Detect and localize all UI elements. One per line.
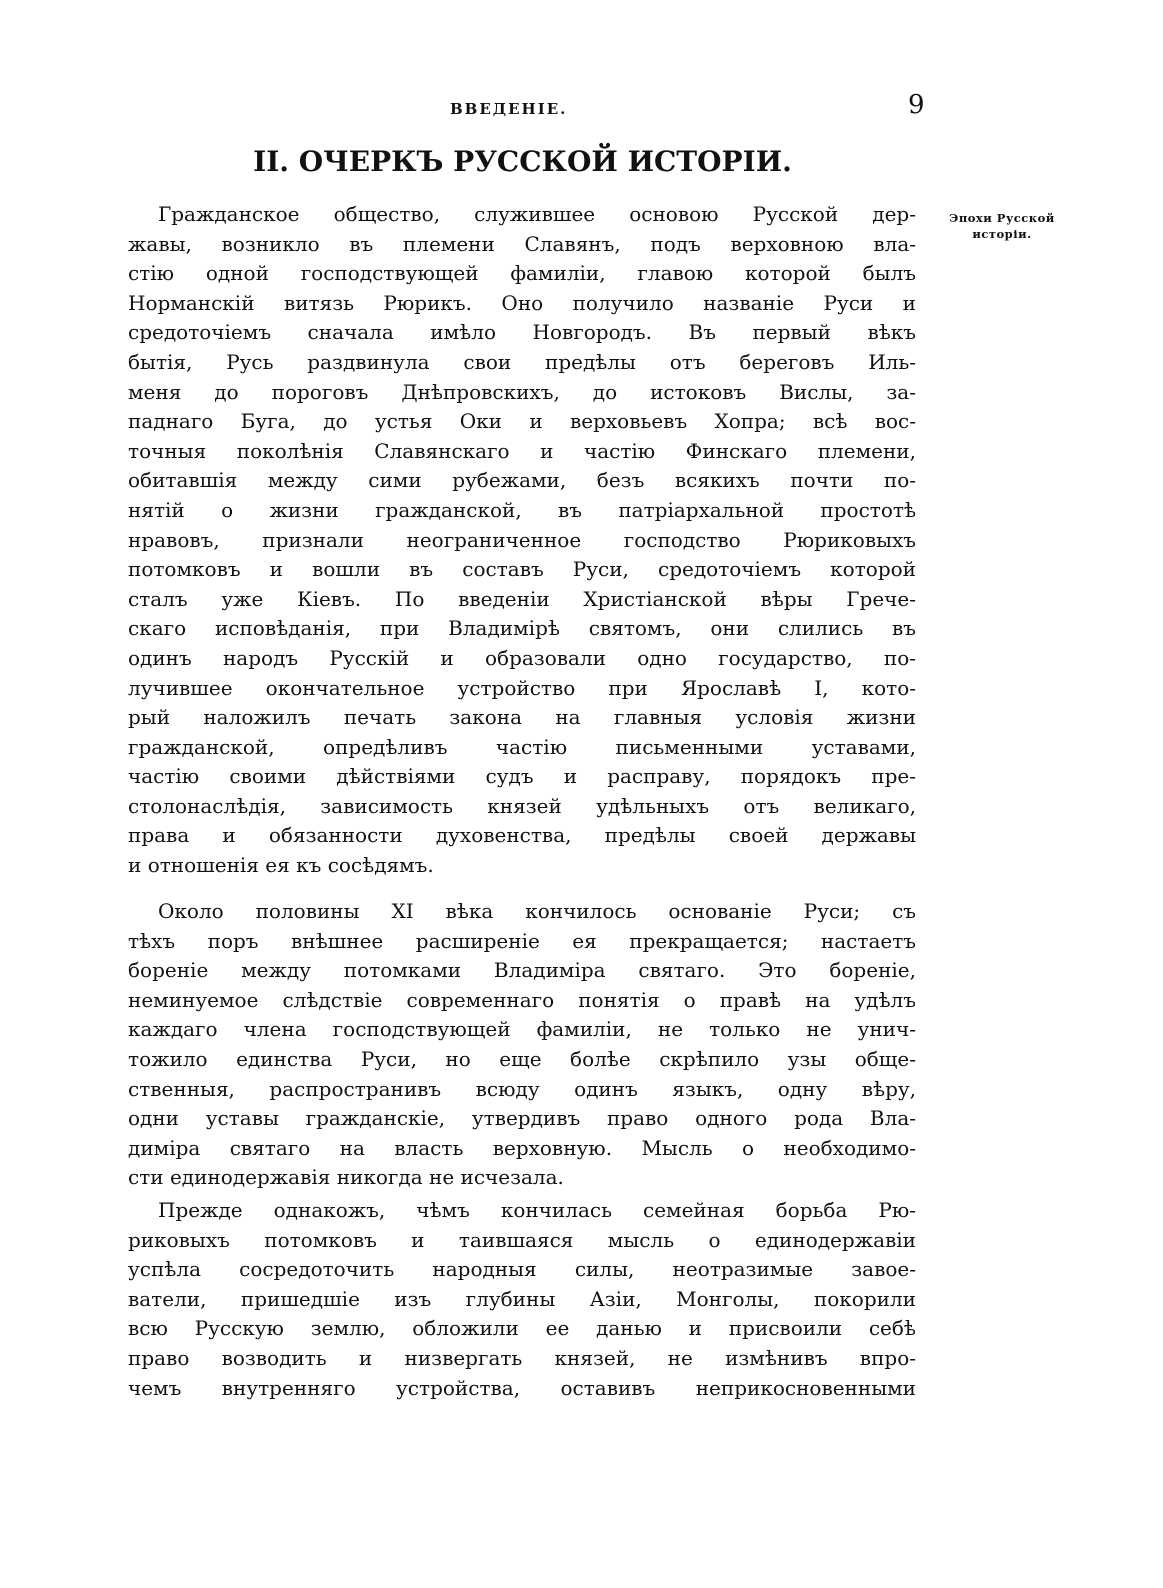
paragraph-1 — [128, 200, 916, 881]
text-line: Норманскій витязь Рюрикъ. Оно получило названіе Руси и — [128, 290, 916, 315]
text-line: ственныя, распространивъ всюду одинъ языкъ, одну вѣру, — [128, 1076, 916, 1101]
margin-note-line: исторіи. — [972, 227, 1032, 241]
text-line: жавы, возникло въ племени Славянъ, подъ верховною вла- — [128, 231, 916, 256]
text-line: потомковъ и вошли въ составъ Руси, средоточіемъ которой — [128, 557, 916, 582]
text-line: Гражданское общество, служившее основою Русской дер- — [158, 202, 916, 226]
text-line: всю Русскую землю, обложили ее данью и присвоили себѣ — [128, 1316, 916, 1341]
text-line: бытія, Русь раздвинула свои предѣлы отъ береговъ Иль- — [128, 349, 916, 374]
text-line: нятій о жизни гражданской, въ патріархальной простотѣ — [128, 497, 916, 522]
text-line: тѣхъ поръ внѣшнее расширеніе ея прекращается; настаетъ — [128, 928, 916, 953]
text-line: Около половины XI вѣка кончилось основаніе Руси; съ — [158, 899, 916, 923]
text-line: чемъ внутренняго устройства, оставивъ неприкосновенными — [128, 1375, 916, 1400]
margin-note-line: Эпохи Русской — [949, 211, 1055, 225]
text-line: нравовъ, признали неограниченное господство Рюриковыхъ — [128, 527, 916, 552]
paragraph-3 — [128, 1196, 916, 1403]
margin-note — [932, 210, 1072, 242]
page-number: 9 — [908, 90, 925, 120]
text-line: средоточіемъ сначала имѣло Новгородъ. Въ первый вѣкъ — [128, 320, 916, 345]
text-line: право возводить и низвергать князей, не измѣнивъ впро- — [128, 1345, 916, 1370]
text-line: ватели, пришедшіе изъ глубины Азіи, Монголы, покорили — [128, 1286, 916, 1311]
text-line: сталъ уже Кіевъ. По введеніи Христіанской вѣры Грече- — [128, 586, 916, 611]
text-line: права и обязанности духовенства, предѣлы своей державы — [128, 823, 916, 848]
text-line: Прежде однакожъ, чѣмъ кончилась семейная борьба Рю- — [158, 1198, 916, 1222]
text-line: частію своими дѣйствіями судъ и расправу, порядокъ пре- — [128, 764, 916, 789]
text-line: тожило единства Руси, но еще болѣе скрѣпило узы обще- — [128, 1046, 916, 1071]
text-line: каждаго члена господствующей фамиліи, не только не унич- — [128, 1017, 916, 1042]
text-line: сти единодержавія никогда не исчезала. — [128, 1165, 564, 1190]
running-header: ВВЕДЕНІЕ. — [450, 100, 568, 118]
text-line: лучившее окончательное устройство при Ярославѣ I, кото- — [128, 675, 916, 700]
text-line: рый наложилъ печать закона на главныя условія жизни — [128, 705, 916, 730]
text-line: точныя поколѣнія Славянскаго и частію Финскаго племени, — [128, 438, 916, 463]
paragraph-2 — [128, 897, 916, 1193]
text-line: меня до пороговъ Днѣпровскихъ, до истоковъ Вислы, за- — [128, 379, 916, 404]
text-line: риковыхъ потомковъ и таившаяся мысль о единодержавіи — [128, 1227, 916, 1252]
text-line: стію одной господствующей фамиліи, главою которой былъ — [128, 261, 916, 286]
text-line: бореніе между потомками Владиміра святаго. Это бореніе, — [128, 958, 916, 983]
text-line: одинъ народъ Русскій и образовали одно государство, по- — [128, 645, 916, 670]
text-line: успѣла сосредоточить народныя силы, неотразимые завое- — [128, 1257, 916, 1282]
text-line: гражданской, опредѣливъ частію письменными уставами, — [128, 734, 916, 759]
text-line: скаго исповѣданія, при Владимірѣ святомъ, они слились въ — [128, 616, 916, 641]
text-line: неминуемое слѣдствіе современнаго понятія о правѣ на удѣлъ — [128, 987, 916, 1012]
section-title: II. ОЧЕРКЪ РУССКОЙ ИСТОРІИ. — [253, 145, 792, 178]
text-line: паднаго Буга, до устья Оки и верховьевъ Хопра; всѣ вос- — [128, 409, 916, 434]
text-line: столонаслѣдія, зависимость князей удѣльныхъ отъ великаго, — [128, 793, 916, 818]
text-line: и отношенія ея къ сосѣдямъ. — [128, 853, 434, 878]
text-line: одни уставы гражданскіе, утвердивъ право одного рода Вла- — [128, 1106, 916, 1131]
text-line: обитавшія между сими рубежами, безъ всякихъ почти по- — [128, 468, 916, 493]
text-line: диміра святаго на власть верховную. Мысль о необходимо- — [128, 1135, 916, 1160]
